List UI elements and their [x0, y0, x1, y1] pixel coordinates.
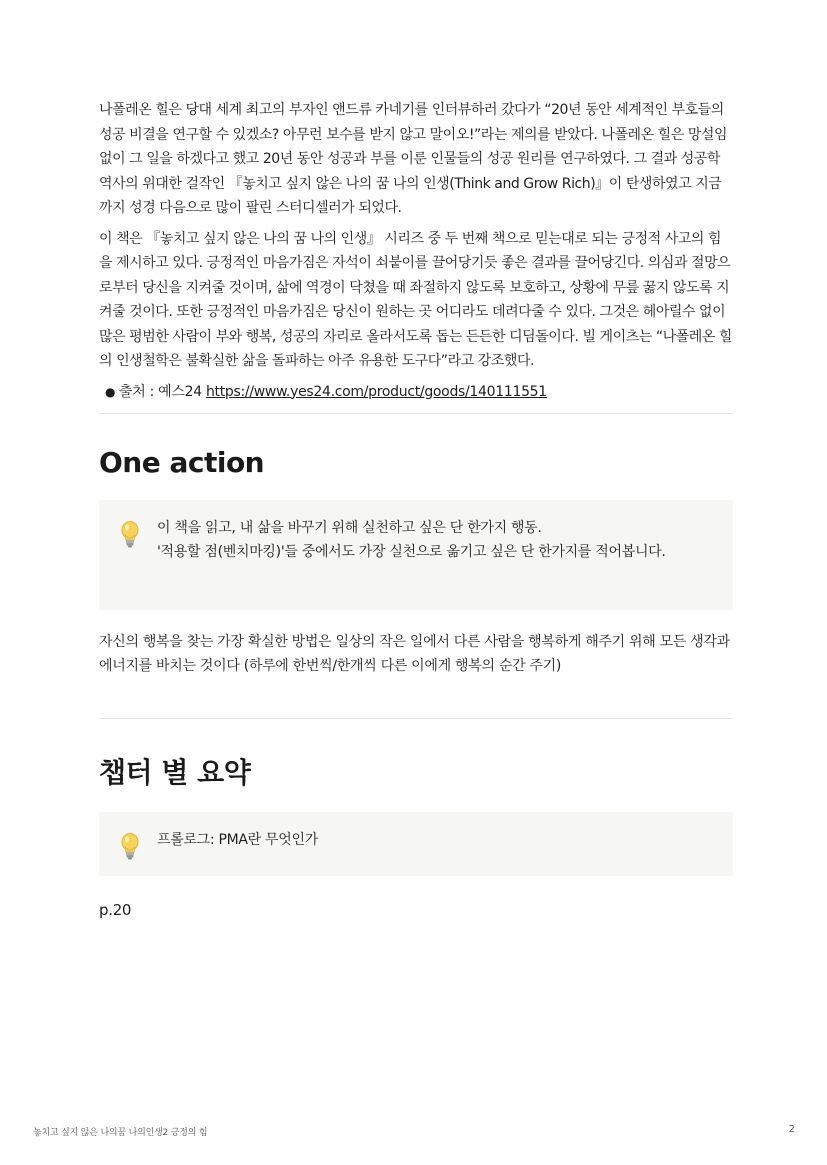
lightbulb-icon — [119, 828, 157, 860]
source-list-item — [99, 380, 733, 404]
intro-paragraph-1: 나폴레온 힐은 당대 세계 최고의 부자인 앤드류 카네기를 인터뷰하러 갔다가 “20년 동안 세계적인 부호들의 성공 비결을 연구할 수 있겠소? 아무런 보수를 받지 않고 말이오!”라는 제의를 받았다. 나폴레온 힐은 망설임없이 그 일을 하겠다고 했고 20년 동안 성공과 부를 이룬 인물들의 성공 원리를 연구하였다. 그 결과 성공학 역사의 위대한 걸작인 『놓치고 싶지 않은 나의 꿈 나의 인생(Think and Grow Rich)』이 탄생하였고 지금까지 성경 다음으로 많이 팔린 스터디셀러가 되었다. — [99, 102, 728, 216]
source-link[interactable]: https://www.yes24.com/product/goods/140111551 — [205, 383, 547, 400]
callout-line-1: 이 책을 읽고, 내 삶을 바꾸기 위해 실천하고 싶은 단 한가지 행동. — [157, 519, 542, 536]
lightbulb-icon — [119, 516, 157, 594]
one-action-body: 자신의 행복을 찾는 가장 확실한 방법은 일상의 작은 일에서 다른 사람을 행복하게 해주기 위해 모든 생각과 에너지를 바치는 것이다 (하루에 한번씩/한개씩 다른 이에게 행복의 순간 주기) — [99, 633, 730, 674]
chapter-summary-callout — [99, 812, 733, 876]
one-action-callout-text — [157, 516, 666, 594]
page-content — [99, 98, 733, 922]
divider — [99, 718, 733, 719]
chapter-summary-heading: 챕터 별 요약 — [99, 755, 251, 789]
chapter-summary-callout-text: 프롤로그: PMA란 무엇인가 — [157, 831, 318, 848]
one-action-callout — [99, 500, 733, 610]
source-text — [119, 380, 547, 404]
one-action-heading: One action — [99, 445, 265, 479]
callout-line-2: '적용할 점(벤치마킹)'들 중에서도 가장 실천으로 옮기고 싶은 단 한가지를 적어봅니다. — [157, 543, 666, 560]
source-label: 출처 : 예스24 — [119, 383, 206, 400]
intro-paragraph-2: 이 책은 『놓치고 싶지 않은 나의 꿈 나의 인생』 시리즈 중 두 번째 책으로 믿는대로 되는 긍정적 사고의 힘을 제시하고 있다. 긍정적인 마음가짐은 자석이 쇠붙이를 끌어당기듯 좋은 결과를 끌어당긴다. 의심과 절망으로부터 당신을 지켜줄 것이며, 삶에 역경이 닥쳤을 때 좌절하지 않도록 보호하고, 상황에 무릎 꿇지 않도록 지켜줄 것이다. 또한 긍정적인 마음가짐은 당신이 원하는 곳 어디라도 데려다줄 수 있다. 그것은 헤아릴수 없이 많은 평범한 사람이 부와 행복, 성공의 자리로 올라서도록 돕는 든든한 디딤돌이다. 빌 게이츠는 “나폴레온 힐의 인생철학은 불확실한 삶을 돌파하는 아주 유용한 도구다”라고 강조했다. — [99, 230, 732, 369]
source-list — [99, 380, 733, 404]
page-reference: p.20 — [99, 900, 132, 919]
footer-page-number: 2 — [788, 1124, 795, 1135]
divider — [99, 413, 733, 414]
footer-title: 놓치고 싶지 않은 나의꿈 나의인생2 긍정의 힘 — [33, 1128, 208, 1138]
bullet-icon: ● — [105, 384, 116, 399]
